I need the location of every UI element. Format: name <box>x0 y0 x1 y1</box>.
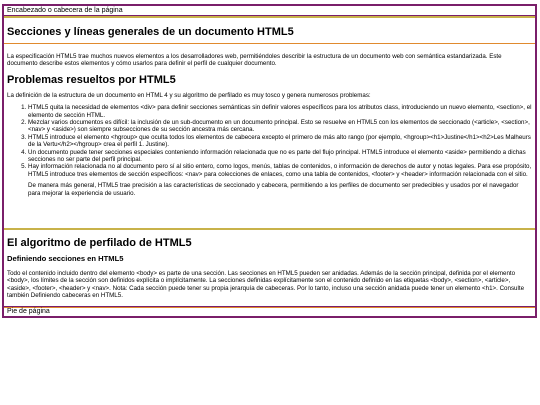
problems-list <box>7 104 532 178</box>
problems-lead: La definición de la estructura de un documento en HTML 4 y su algoritmo de perfilado es muy tosco y genera numerosos problemas: <box>7 91 371 99</box>
algorithm-subheading: Definiendo secciones en HTML5 <box>7 254 124 263</box>
page-footer: Pie de página <box>4 306 535 316</box>
list-item: 5. Hay información relacionada no al documento pero sí al sitio entero, como logos, menús, tablas de contenidos, o información de derechos de autor y notas legales. Para ese propósito, HTML5 introduce tres elementos de sección específicos: <nav> para colecciones de enlaces, como una tabla de contenidos, <footer> y <header> información relacionada con el sitio. <box>28 163 532 178</box>
list-item: 1. HTML5 quita la necesidad de elementos <div> para definir secciones semánticas sin definir valores específicos para los atributos class, introduciendo un nuevo elemento, <section>, el elemento de sección HTML. <box>28 104 532 119</box>
intro-paragraph: La especificación HTML5 trae muchos nuevos elementos a los desarrolladores web, permitiéndoles describir la estructura de un documento web con semántica estandarizada. Este documento describe estos elementos y cómo usarlos para definir el perfil de cualquier documento. <box>7 53 502 68</box>
algorithm-heading: El algoritmo de perfilado de HTML5 <box>7 237 192 249</box>
main-header <box>4 18 535 44</box>
main-title: Secciones y líneas generales de un documento HTML5 <box>7 26 294 38</box>
main-body <box>4 53 535 197</box>
list-item: 2. Mezclar varios documentos es difícil: la inclusión de un sub-documento en un documento principal. Esto se resuelve en HTML5 con los elementos de seccionado (<article>, <section>, <nav> y <aside>) son siempre subsecciones de su sección ancestra más cercana. <box>28 119 532 134</box>
algorithm-body: Todo el contenido incluido dentro del elemento <body> es parte de una sección. Las secciones en HTML5 pueden ser anidadas. Además de la sección principal, definida por el elemento <body>, los límites de la sección son definidos explícita o implícitamente. La secciones definidas explícitamente son el contenido definido en las etiquetas <body>, <section>, <article>, <aside>, <footer>, <header> y <nav>. Nota: Cada sección puede tener su propia jerarquía de cabeceras. Por lo tanto, incluso una sección anidada puede tener un elemento <h1>. Consulte también Definiendo cabeceras en HTML5. <box>7 270 525 300</box>
list-item: 4. Un documento puede tener secciones especiales conteniendo información relacionada que no es parte del flujo principal. HTML5 introduce el elemento <aside> permitiendo a dichas secciones no ser parte del perfil principal. <box>28 149 532 164</box>
problems-heading: Problemas resueltos por HTML5 <box>7 73 176 86</box>
page-header: Encabezado o cabecera de la página <box>4 6 535 16</box>
list-item: 3. HTML5 introduce el elemento <hgroup> que oculta todos los elementos de cabecera excepto el primero de más alto rango (por ejemplo, <hgroup><h1>Justine</h1><h2>Les Malheurs de la Vertu</h2></hgroup> crea el perfil 1. Justine). <box>28 134 532 149</box>
problems-closing: De manera más general, HTML5 trae precisión a las características de seccionado y cabecera, permitiendo a los perfiles de documento ser predecibles y usados por el navegador para mejorar la experiencia de usuario. <box>28 182 519 197</box>
main-section <box>4 16 535 230</box>
page-outline <box>2 4 537 318</box>
algorithm-section <box>4 230 535 308</box>
